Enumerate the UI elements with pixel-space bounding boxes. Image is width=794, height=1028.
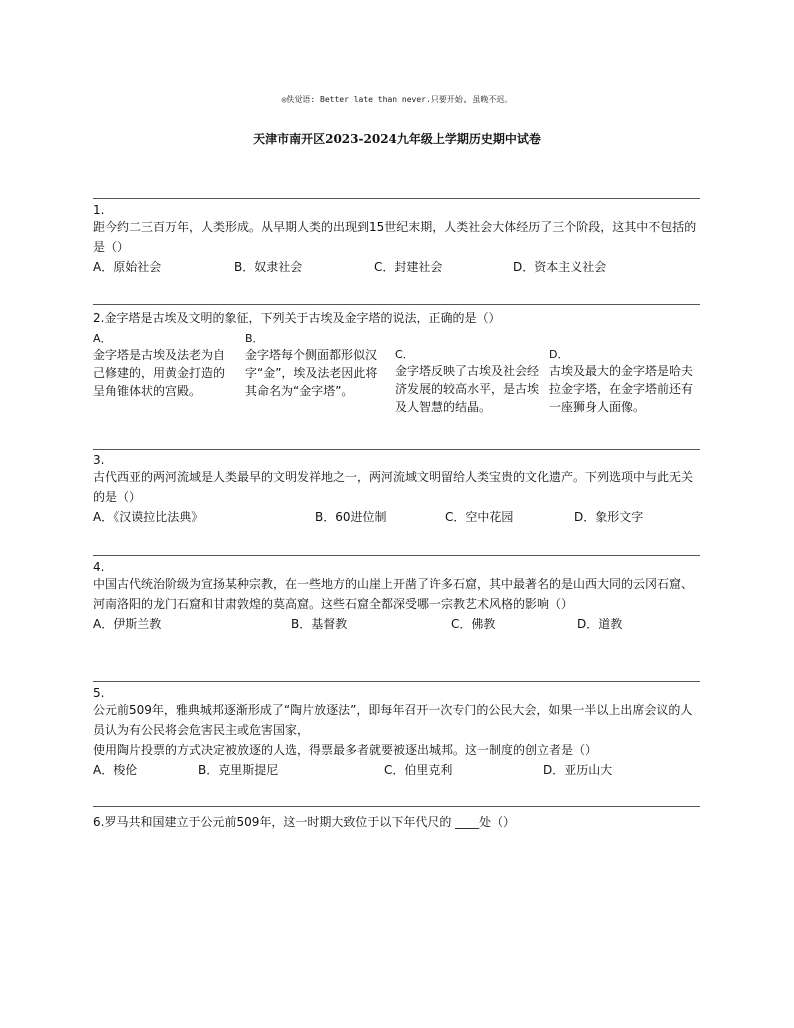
option-b[interactable]: B．奴隶社会	[234, 260, 303, 274]
question-text: 距今约二三百万年，人类形成。从早期人类的出现到15世纪末期，人类社会大体经历了三个阶段，这其中不包括的是（）	[93, 220, 697, 254]
option-a[interactable]: A．梭伦	[93, 763, 138, 777]
divider-q3	[93, 449, 700, 450]
option-label: C．	[395, 348, 414, 361]
option-row	[93, 614, 700, 634]
question-5	[93, 686, 700, 780]
question-number: 6.	[93, 815, 105, 829]
option-d[interactable]	[549, 348, 700, 416]
option-a[interactable]	[93, 332, 235, 400]
question-4	[93, 560, 700, 634]
divider-q5	[93, 681, 700, 682]
divider-q4	[93, 555, 700, 556]
option-text: 金字塔每个侧面都形似汉字“金”，埃及法老因此将其命名为“金字塔”。	[245, 348, 378, 398]
option-c[interactable]	[395, 348, 545, 416]
question-number: 2.	[93, 311, 105, 325]
question-text: 中国古代统治阶级为宣扬某种宗教，在一些地方的山崖上开凿了许多石窟，其中最著名的是山西大同的云冈石窟、河南洛阳的龙门石窟和甘肃敦煌的莫高窟。这些石窟全都深受哪一宗教艺术风格的影响（）	[93, 577, 694, 611]
question-text	[93, 812, 700, 832]
question-number: 5.	[93, 686, 105, 700]
option-d[interactable]: D．象形文字	[574, 510, 644, 524]
question-text	[93, 308, 700, 328]
question-stem: 金字塔是古埃及文明的象征，下列关于古埃及金字塔的说法，正确的是（）	[104, 311, 501, 325]
option-grid	[93, 328, 700, 428]
option-b[interactable]: B．克里斯提尼	[198, 763, 279, 777]
question-text: 古代西亚的两河流域是人类最早的文明发祥地之一，两河流域文明留给人类宝贵的文化遗产。下列选项中与此无关的是（）	[93, 470, 694, 504]
option-label: D．	[549, 348, 569, 361]
option-label: A．	[93, 332, 112, 345]
option-b[interactable]: B．60进位制	[315, 510, 387, 524]
question-text-continued: 使用陶片投票的方式决定被放逐的人选，得票最多者就要被逐出城邦。这一制度的创立者是（）	[93, 743, 598, 757]
option-a[interactable]: A．伊斯兰教	[93, 617, 162, 631]
header-motto: ◎佚觉语: Better late than never.只要开始, 虽晚不迟。	[281, 95, 513, 104]
question-1	[93, 203, 700, 277]
question-stem: 罗马共和国建立于公元前509年，这一时期大致位于以下年代尺的 ____处（）	[104, 815, 516, 829]
option-a[interactable]: A．原始社会	[93, 260, 162, 274]
divider-q2	[93, 304, 700, 305]
question-text: 公元前509年，雅典城邦逐渐形成了“陶片放逐法”，即每年召开一次专门的公民大会，如果一半以上出席会议的人员认为有公民将会危害民主或危害国家，	[93, 703, 693, 737]
question-3	[93, 453, 700, 527]
divider-q6	[93, 806, 700, 807]
option-text: 古埃及最大的金字塔是哈夫拉金字塔，在金字塔前还有一座狮身人面像。	[549, 364, 694, 414]
option-c[interactable]: C．伯里克利	[384, 763, 453, 777]
question-number: 4.	[93, 560, 105, 574]
option-a[interactable]: A．《汉谟拉比法典》	[93, 510, 204, 524]
option-d[interactable]: D．资本主义社会	[513, 260, 607, 274]
option-row	[93, 257, 700, 277]
page-title: 天津市南开区2023-2024九年级上学期历史期中试卷	[253, 132, 541, 146]
divider-q1	[93, 198, 700, 199]
option-d[interactable]: D．道教	[577, 617, 623, 631]
option-c[interactable]: C．佛教	[451, 617, 496, 631]
question-2	[93, 308, 700, 428]
option-label: B．	[245, 332, 264, 345]
question-number: 1.	[93, 203, 105, 217]
option-c[interactable]: C．封建社会	[374, 260, 443, 274]
option-c[interactable]: C．空中花园	[445, 510, 514, 524]
option-b[interactable]: B．基督教	[291, 617, 348, 631]
option-row	[93, 507, 700, 527]
option-text: 金字塔反映了古埃及社会经济发展的较高水平，是古埃及人智慧的结晶。	[395, 364, 540, 414]
question-number: 3.	[93, 453, 105, 467]
question-6	[93, 812, 700, 832]
option-d[interactable]: D．亚历山大	[543, 763, 613, 777]
option-text: 金字塔是古埃及法老为自己修建的，用黄金打造的呈角锥体状的宫殿。	[93, 348, 226, 398]
option-row	[93, 760, 700, 780]
option-b[interactable]	[245, 332, 385, 400]
